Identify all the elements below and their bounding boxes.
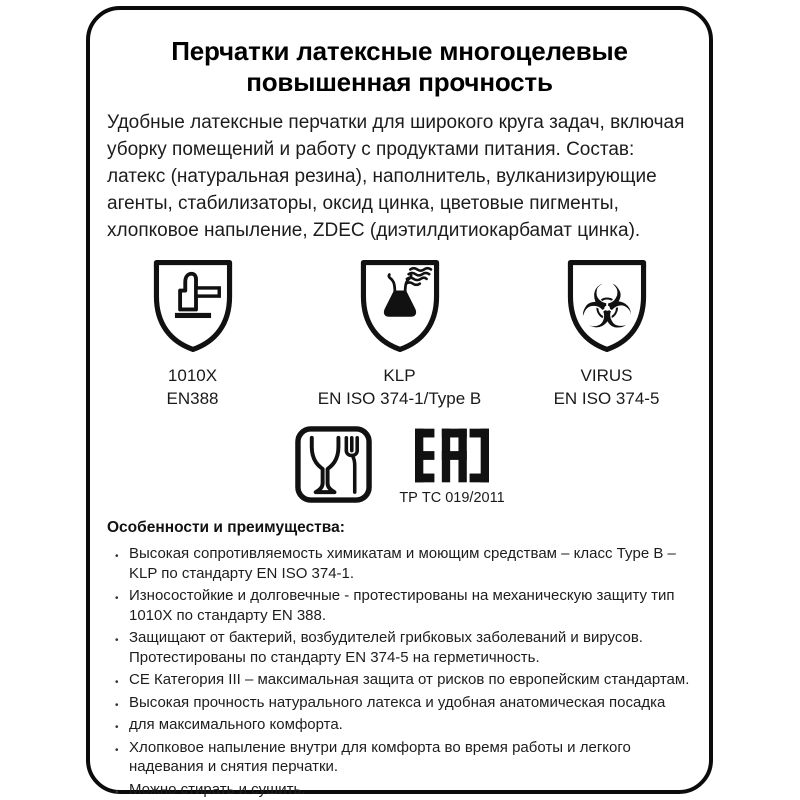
- certifications-row: [105, 256, 694, 410]
- certification-mechanical: [105, 256, 280, 410]
- title-line-1: Перчатки латексные многоцелевые: [171, 36, 628, 66]
- certification-standard: EN ISO 374-5: [553, 389, 660, 408]
- feature-item: • для максимального комфорта.: [107, 715, 692, 735]
- certification-virus: [519, 256, 694, 410]
- eac-logo: [415, 428, 489, 483]
- feature-item: • Хлопковое напыление внутри для комфорта во время работы и легкого надевания и снятия перчатки.: [107, 738, 692, 777]
- page-title: [105, 36, 694, 98]
- eac-mark: [399, 425, 504, 506]
- biohazard-glyph: ☣: [579, 272, 634, 343]
- chemical-flask-shield-icon: [357, 256, 443, 356]
- certification-chemical: [312, 256, 487, 410]
- feature-item: • Защищают от бактерий, возбудителей грибковых заболеваний и вирусов. Протестированы по стандарту EN 374-5 на герметичность.: [107, 628, 692, 667]
- label-card: [86, 6, 713, 798]
- feature-item: • CE Категория III – максимальная защита от рисков по европейским стандартам.: [107, 670, 692, 690]
- hammer-shield-icon: [150, 256, 236, 356]
- features-heading: Особенности и преимущества:: [107, 519, 345, 536]
- marks-row: [105, 425, 694, 506]
- certification-code: 1010X: [167, 366, 218, 385]
- features-section: [107, 519, 692, 799]
- eac-caption: ТР ТС 019/2011: [399, 490, 505, 506]
- feature-item: • Износостойкие и долговечные - протестированы на механическую защиту тип 1010X по стандарту EN 388.: [107, 586, 692, 625]
- certification-code: VIRUS: [580, 366, 633, 385]
- food-safe-icon: [294, 425, 373, 504]
- features-list: [107, 544, 692, 799]
- title-line-2: повышенная прочность: [246, 67, 553, 97]
- feature-item: • Можно стирать и сушить.: [107, 780, 692, 800]
- certification-code: KLP: [383, 366, 416, 385]
- feature-item: • Высокая прочность натурального латекса и удобная анатомическая посадка: [107, 693, 692, 713]
- feature-item: • Высокая сопротивляемость химикатам и моющим средствам – класс Type B – KLP по стандарту EN ISO 374-1.: [107, 544, 692, 583]
- certification-standard: EN388: [166, 389, 219, 408]
- description: Удобные латексные перчатки для широкого круга задач, включая уборку помещений и работу с продуктами питания. Состав: латекс (натуральная резина), наполнитель, вулканизирующие агенты, стабилизаторы, оксид цинка, цветовые пигменты, хлопковое напыление, ZDEC (диэтилдитиокарбамат цинка).: [107, 112, 685, 241]
- biohazard-shield-icon: [564, 256, 650, 356]
- certification-standard: EN ISO 374-1/Type B: [317, 389, 482, 408]
- wine-glass-and-fork-icon: [294, 425, 373, 504]
